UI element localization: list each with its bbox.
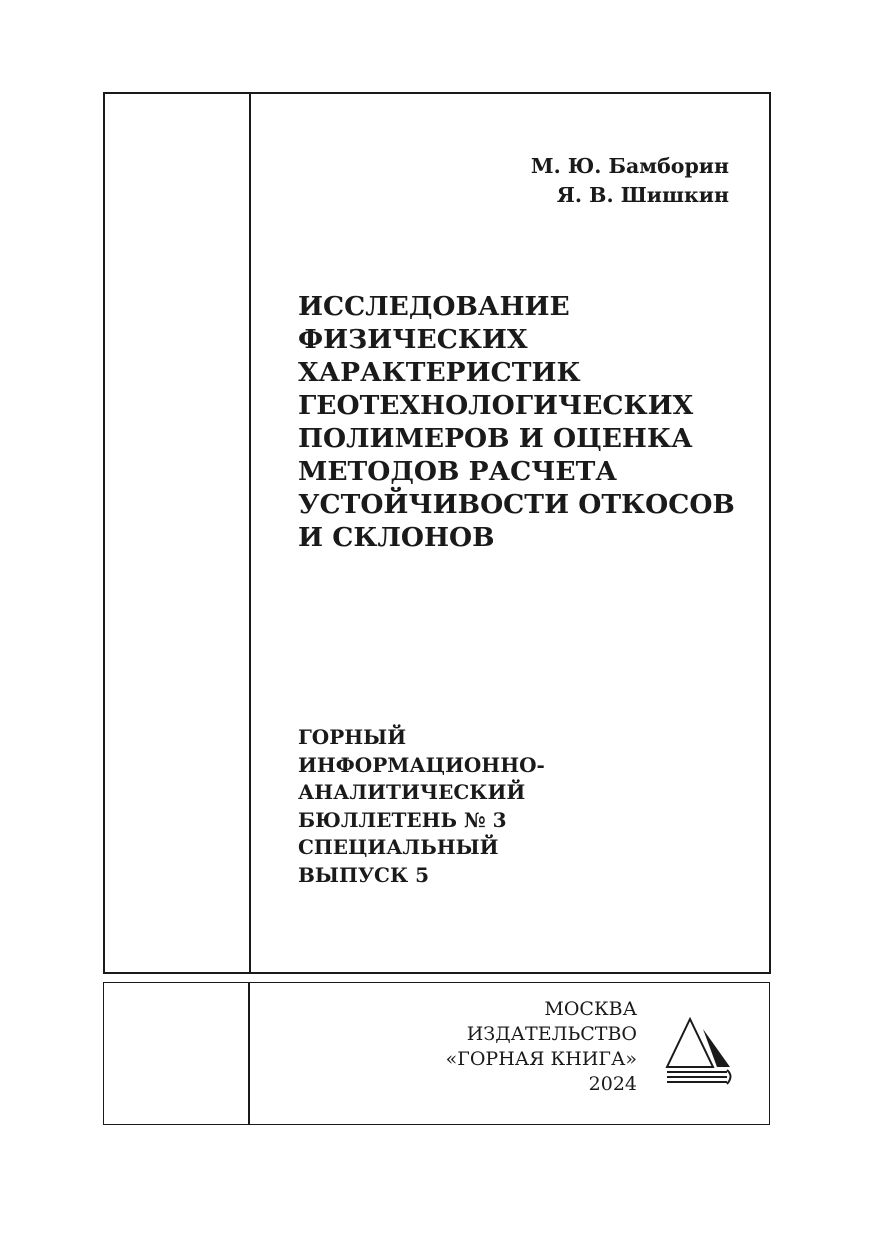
mountain-book-logo-icon	[664, 1017, 736, 1089]
book-title	[298, 290, 738, 554]
author-1: М. Ю. Бамборин	[530, 154, 729, 178]
authors	[531, 152, 729, 210]
title-line: ФИЗИЧЕСКИХ	[298, 324, 528, 355]
title-line: МЕТОДОВ РАСЧЕТА	[298, 456, 617, 487]
series-line: СПЕЦИАЛЬНЫЙ	[298, 835, 499, 859]
frame-divider	[249, 94, 251, 972]
publisher-year: 2024	[588, 1073, 637, 1095]
title-line: УСТОЙЧИВОСТИ ОТКОСОВ	[298, 489, 735, 520]
series-line: АНАЛИТИЧЕСКИЙ	[298, 780, 526, 804]
series-info	[298, 724, 598, 889]
publisher-city: МОСКВА	[544, 998, 637, 1020]
series-line: БЮЛЛЕТЕНЬ № 3	[298, 807, 507, 832]
publisher-line-1: ИЗДАТЕЛЬСТВО	[466, 1023, 637, 1045]
title-line: И СКЛОНОВ	[298, 522, 495, 553]
frame-divider	[248, 983, 250, 1124]
title-line: ПОЛИМЕРОВ И ОЦЕНКА	[298, 423, 693, 454]
title-line: ГЕОТЕХНОЛОГИЧЕСКИХ	[298, 390, 694, 421]
publisher-frame	[103, 982, 770, 1125]
title-line: ИССЛЕДОВАНИЕ	[298, 291, 570, 322]
series-line: ИНФОРМАЦИОННО-	[298, 752, 545, 777]
title-frame	[103, 92, 771, 974]
publisher-line-2: «ГОРНАЯ КНИГА»	[445, 1048, 637, 1070]
publisher-info	[446, 997, 637, 1097]
series-line: ВЫПУСК 5	[298, 862, 430, 887]
series-line: ГОРНЫЙ	[298, 725, 407, 749]
author-2: Я. В. Шишкин	[556, 183, 729, 207]
title-line: ХАРАКТЕРИСТИК	[298, 357, 581, 388]
